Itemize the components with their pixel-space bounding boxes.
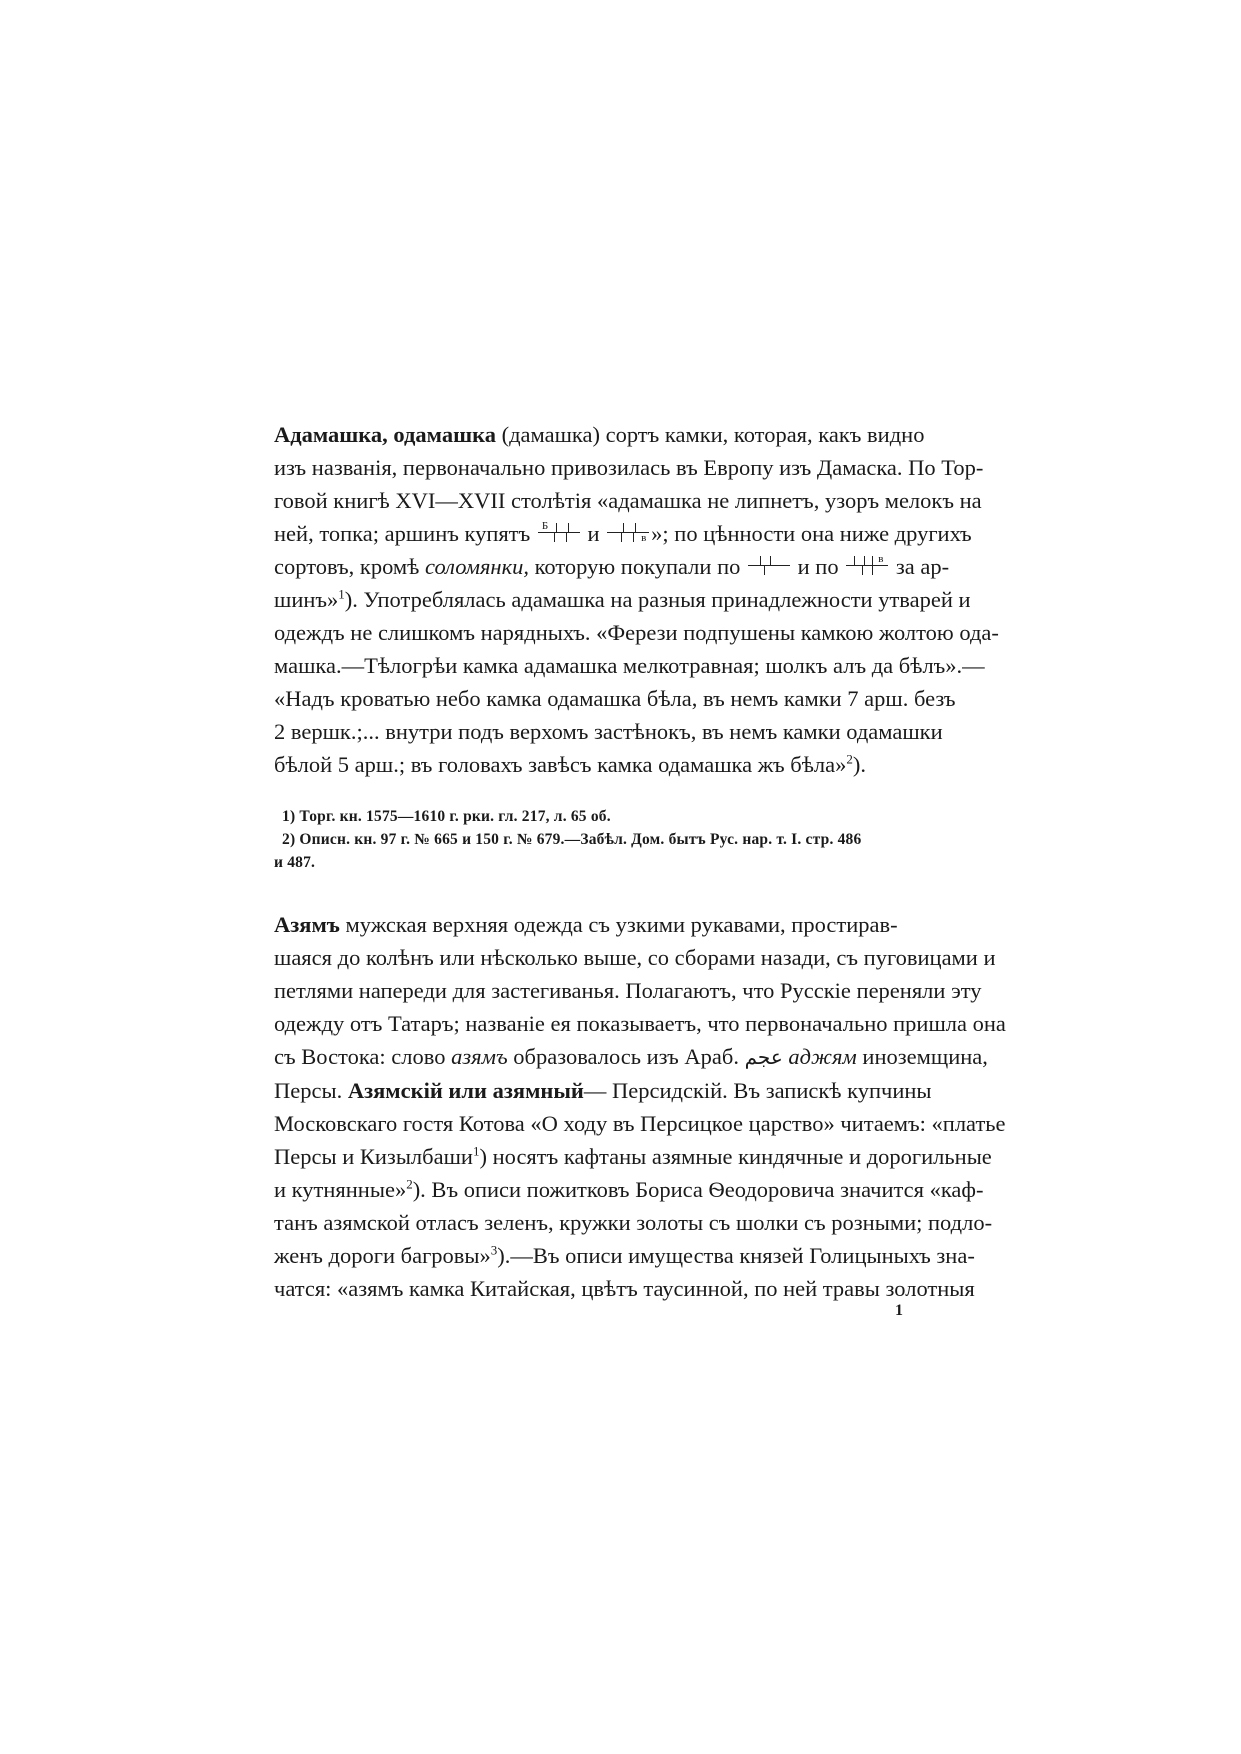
text-line: изъ названія, первоначально привозилась въ Европу изъ Дамаска. По Тор- xyxy=(274,455,984,480)
text-line xyxy=(274,1239,1022,1272)
text-span: »; по цѣнности она ниже другихъ xyxy=(651,521,972,546)
text-line: говой книгѣ XVI—XVII столѣтія «адамашка не липнетъ, узоръ мелокъ на xyxy=(274,488,982,513)
footnote-1: 1) Торг. кн. 1575—1610 г. рки. гл. 217, л. 65 об. xyxy=(282,808,611,825)
text-span: иноземщина, xyxy=(862,1044,988,1069)
italic-term: аджям xyxy=(788,1044,857,1069)
text-span: которую покупали по xyxy=(534,554,741,579)
text-line xyxy=(274,418,1022,451)
text-line xyxy=(274,908,1022,941)
text-line xyxy=(274,748,1022,781)
text-span: бѣлой 5 арш.; въ головахъ завѣсъ камка одамашка жъ бѣла» xyxy=(274,752,847,777)
footnotes xyxy=(274,805,1022,874)
text-line xyxy=(274,550,1022,583)
footnote-ref: 2 xyxy=(846,751,853,767)
price-cipher-4 xyxy=(844,554,890,578)
text-span: ). Употреблялась адамашка на разныя принадлежности утварей и xyxy=(344,587,971,612)
footnote-ref: 1 xyxy=(338,586,345,602)
text-line xyxy=(274,1140,1022,1173)
text-span: и кутнянные» xyxy=(274,1177,407,1202)
text-span: мужская верхняя одежда съ узкими рукавами, простирав- xyxy=(345,912,898,937)
text-line: Московскаго гостя Котова «О ходу въ Персицкое царство» читаемъ: «платье xyxy=(274,1111,1006,1136)
text-span: и по xyxy=(797,554,839,579)
text-line xyxy=(274,517,1022,550)
text-span: ) носятъ кафтаны азямные киндячные и дорогильные xyxy=(479,1144,992,1169)
text-span: за ар- xyxy=(895,554,950,579)
text-line: чатся: «азямъ камка Китайская, цвѣтъ таусинной, по ней травы золотныя xyxy=(274,1276,975,1301)
text-line: одеждъ не слишкомъ нарядныхъ. «Ферези подпушены камкою жолтою ода- xyxy=(274,620,999,645)
text-line: одежду отъ Татаръ; названіе ея показываетъ, что первоначально пришла она xyxy=(274,1011,1006,1036)
footnote-ref: 2 xyxy=(406,1176,413,1192)
text-line: петлями напереди для застегиванья. Полагаютъ, что Русскіе переняли эту xyxy=(274,978,982,1003)
text-span: женъ дороги багровы» xyxy=(274,1243,491,1268)
text-span: Персы. xyxy=(274,1078,343,1103)
headword: Азямъ xyxy=(274,912,340,937)
footnote-2: 2) Описн. кн. 97 г. № 665 и 150 г. № 679.—Забѣл. Дом. бытъ Рус. нар. т. I. стр. 486 xyxy=(282,831,862,848)
cipher-label: Б xyxy=(541,520,549,532)
footnote-2-continued: и 487. xyxy=(274,854,316,871)
headword: Адамашка, одамашка xyxy=(274,422,496,447)
text-line: «Надъ кроватью небо камка одамашка бѣла, въ немъ камки 7 арш. безъ xyxy=(274,686,956,711)
text-span: съ Востока: слово xyxy=(274,1044,446,1069)
italic-term: соломянки, xyxy=(425,554,529,579)
arabic-word: عجم xyxy=(744,1045,783,1069)
text-span: ).—Въ описи имущества князей Голицыныхъ зна- xyxy=(497,1243,975,1268)
footnote-ref: 3 xyxy=(490,1242,498,1258)
cipher-label: в xyxy=(641,532,647,544)
text-line xyxy=(274,1040,1022,1074)
cipher-label: в xyxy=(878,553,884,565)
text-span: и xyxy=(587,521,600,546)
text-span: — Персидскій. Въ запискѣ купчины xyxy=(583,1078,932,1103)
entry-azyam xyxy=(274,908,1022,1305)
text-line xyxy=(274,1173,1022,1206)
sub-headword: Азямскій или азямный xyxy=(347,1078,584,1103)
text-line: машка.—Тѣлогрѣи камка адамашка мелкотравная; шолкъ алъ да бѣлъ».— xyxy=(274,653,985,678)
page-number: 1 xyxy=(895,1302,903,1319)
italic-term: азямъ xyxy=(451,1044,508,1069)
text-span: шинъ» xyxy=(274,587,339,612)
price-cipher-2 xyxy=(605,521,651,545)
text-line: танъ азямской отласъ зеленъ, кружки золоты съ шолки съ розными; подло- xyxy=(274,1210,993,1235)
text-span: сортовъ, кромѣ xyxy=(274,554,420,579)
text-span: образовалось изъ Араб. xyxy=(513,1044,739,1069)
text-span: ). xyxy=(852,752,867,777)
price-cipher-3 xyxy=(746,554,792,578)
price-cipher-1 xyxy=(536,521,582,545)
footnote-ref: 1 xyxy=(472,1143,480,1159)
text-line: шаяся до колѣнъ или нѣсколько выше, со сборами назади, съ пуговицами и xyxy=(274,945,996,970)
text-line xyxy=(274,1074,1022,1107)
entry-adamashka xyxy=(274,418,1022,781)
text-span: ). Въ описи пожитковъ Бориса Ѳеодоровича значится «каф- xyxy=(412,1177,984,1202)
text-span: Персы и Кизылбаши xyxy=(274,1144,473,1169)
text-span: ней, топка; аршинъ купятъ xyxy=(274,521,531,546)
text-line xyxy=(274,583,1022,616)
text-span: (дамашка) сортъ камки, которая, какъ видно xyxy=(501,422,925,447)
text-line: 2 вершк.;... внутри подъ верхомъ застѣнокъ, въ немъ камки одамашки xyxy=(274,719,943,744)
